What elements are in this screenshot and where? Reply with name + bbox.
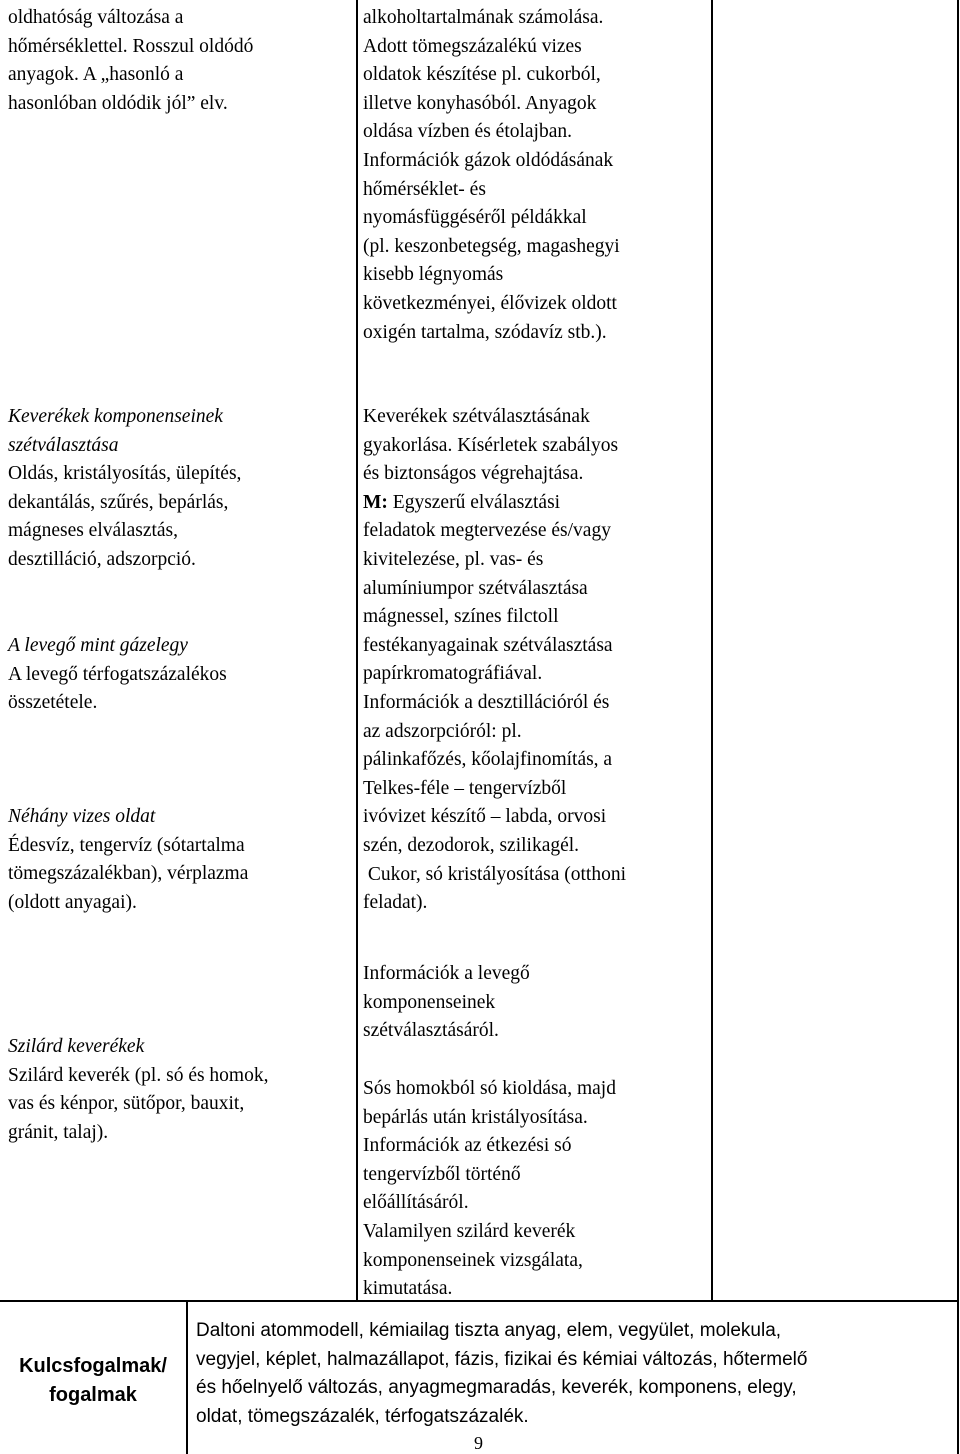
text-line: Valamilyen szilárd keverék xyxy=(363,1220,576,1242)
text-line: tengervízből történő xyxy=(363,1163,521,1185)
text-line: Sós homokból só kioldása, majd xyxy=(363,1078,616,1099)
text-line: kimutatása. xyxy=(363,1278,453,1300)
middle-column-solid xyxy=(363,1075,707,1304)
text-line: oldat, tömegszázalék, térfogatszázalék. xyxy=(196,1405,529,1427)
text-line: nyomásfüggéséről példákkal xyxy=(363,207,587,229)
text-line: és biztonságos végrehajtása. xyxy=(363,463,584,485)
section-title: A levegő mint gázelegy xyxy=(8,635,188,656)
text-line: gyakorlása. Kísérletek szabályos xyxy=(363,434,619,456)
text-line: oldása vízben és étolajban. xyxy=(363,121,573,143)
m-label: M: xyxy=(363,491,388,513)
section-levego xyxy=(8,632,352,718)
text-line: Információk a desztillációról és xyxy=(363,691,610,713)
page-number: 9 xyxy=(474,1433,483,1453)
text-line: az adszorpcióról: pl. xyxy=(363,720,522,742)
text-line: Információk a levegő xyxy=(363,963,530,984)
text-line: gránit, talaj). xyxy=(8,1121,109,1143)
key-concepts-label xyxy=(0,1308,186,1454)
section-title: Keverékek komponenseinek xyxy=(8,406,223,427)
text-line: oldatok készítése pl. cukorból, xyxy=(363,64,601,86)
text-line: ivóvizet készítő – labda, orvosi xyxy=(363,806,607,828)
text-line: alkoholtartalmának számolása. xyxy=(363,7,604,28)
text-line: Cukor, só kristályosítása (otthoni xyxy=(363,863,626,885)
text-line: Daltoni atommodell, kémiailag tiszta anyag, elem, vegyület, molekula, xyxy=(196,1320,782,1341)
section-title: Néhány vizes oldat xyxy=(8,806,156,827)
text-line: mágneses elválasztás, xyxy=(8,520,179,542)
key-concepts-text xyxy=(196,1317,807,1431)
text-line: hasonlóban oldódik jól” elv. xyxy=(8,92,228,114)
left-column xyxy=(8,4,352,118)
text-line: alumíniumpor szétválasztása xyxy=(363,577,588,599)
section-keverekek xyxy=(8,403,352,575)
text-line: komponenseinek xyxy=(363,991,496,1013)
text-line: Édesvíz, tengervíz (sótartalma xyxy=(8,834,245,856)
text-line xyxy=(363,489,707,518)
text-line: kisebb légnyomás xyxy=(363,264,504,286)
text-line: összetétele. xyxy=(8,692,98,714)
text-line: (pl. keszonbetegség, magashegyi xyxy=(363,235,620,257)
text-line: feladat). xyxy=(363,892,428,914)
section-szilard xyxy=(8,1033,352,1147)
text-line: A levegő térfogatszázalékos xyxy=(8,663,227,685)
text-line: hőmérséklettel. Rosszul oldódó xyxy=(8,35,254,57)
text-line: Keverékek szétválasztásának xyxy=(363,406,590,427)
middle-column-top xyxy=(363,4,707,347)
text-line: desztilláció, adszorpció. xyxy=(8,548,196,570)
text-line: komponenseinek vizsgálata, xyxy=(363,1249,583,1271)
text-line: pálinkafőzés, kőolajfinomítás, a xyxy=(363,749,613,771)
m-text: Egyszerű elválasztási xyxy=(387,491,561,513)
text-line: feladatok megtervezése és/vagy xyxy=(363,520,611,542)
text-line: tömegszázalékban), vérplazma xyxy=(8,863,249,885)
text-line: szétválasztásáról. xyxy=(363,1020,499,1042)
column-divider-2 xyxy=(711,0,713,1300)
text-line: oldhatóság változása a xyxy=(8,7,184,28)
text-line: következményei, élővizek oldott xyxy=(363,292,617,314)
text-line: vegyjel, képlet, halmazállapot, fázis, fizikai és kémiai változás, hőtermelő xyxy=(196,1348,808,1370)
text-line: (oldott anyagai). xyxy=(8,891,137,913)
text-line: előállításáról. xyxy=(363,1192,469,1214)
text-line: oxigén tartalma, szódavíz stb.). xyxy=(363,321,607,343)
text-line: anyagok. A „hasonló a xyxy=(8,64,184,86)
middle-column-separation xyxy=(363,403,707,918)
section-title: szétválasztása xyxy=(8,434,119,456)
section-title: Szilárd keverékek xyxy=(8,1036,145,1057)
text-line: Szilárd keverék (pl. só és homok, xyxy=(8,1064,269,1086)
text-line: Információk gázok oldódásának xyxy=(363,149,614,171)
text-line: kivitelezése, pl. vas- és xyxy=(363,548,544,570)
text-line: mágnessel, színes filctoll xyxy=(363,606,559,628)
text-line: és hőelnyelő változás, anyagmegmaradás, keverék, komponens, elegy, xyxy=(196,1377,797,1399)
footer-divider xyxy=(186,1300,188,1454)
text-line: bepárlás után kristályosítása. xyxy=(363,1106,588,1128)
text-line: hőmérséklet- és xyxy=(363,178,486,200)
text-line: illetve konyhasóból. Anyagok xyxy=(363,92,597,114)
text-line: szén, dezodorok, szilikagél. xyxy=(363,834,580,856)
right-border xyxy=(957,0,959,1454)
text-line: dekantálás, szűrés, bepárlás, xyxy=(8,491,229,513)
key-concepts-label-line: Kulcsfogalmak/ xyxy=(19,1355,167,1377)
text-line: Információk az étkezési só xyxy=(363,1135,572,1157)
text-line: Oldás, kristályosítás, ülepítés, xyxy=(8,463,242,485)
text-line: Telkes-féle – tengervízből xyxy=(363,777,567,799)
column-divider-1 xyxy=(356,0,358,1300)
text-line: festékanyagainak szétválasztása xyxy=(363,634,613,656)
text-line: vas és kénpor, sütőpor, bauxit, xyxy=(8,1093,245,1115)
text-line: Adott tömegszázalékú vizes xyxy=(363,35,582,57)
key-concepts-label-line: fogalmak xyxy=(49,1384,137,1406)
middle-column-air xyxy=(363,960,707,1046)
text-line: papírkromatográfiával. xyxy=(363,663,543,685)
section-vizes-oldat xyxy=(8,803,352,917)
